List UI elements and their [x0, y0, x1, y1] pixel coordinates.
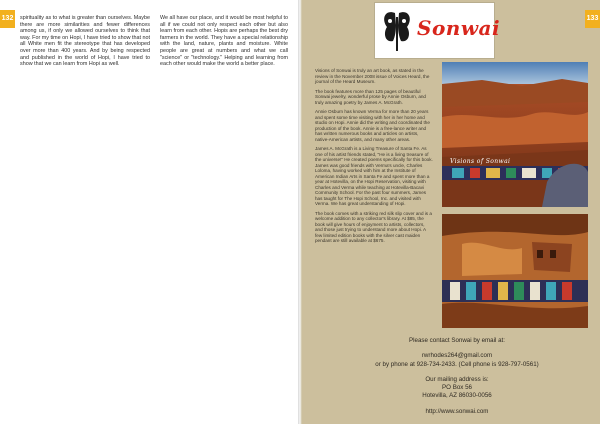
book-description — [315, 68, 433, 248]
mailing-address-heading: Our mailing address is: — [425, 376, 489, 383]
mailing-town: Hotevilla, AZ 86030-0056 — [422, 392, 492, 399]
paragraph: James A. McGrath is a Living Treasure of Santa Fe. As one of his artist friends stated, "He is a living treasure of the universe!" He created poems specifically for this book. James was good friends with Verma's uncle, Charles Loloma, having worked with him at the Institute of American Indian Arts in Santa Fe and spent more than a year at Hotevilla, on the Hopi Reservation, visiting with Charles and Verma while teaching at Hotevilla-Bacavi Community School. For the past four summers, James has taught for The Hopi School, Inc. and visited with Verma. We has great understanding of Hopi. — [315, 146, 433, 206]
photo-caption: Visions of Sonwai — [450, 158, 511, 165]
paragraph: Annie Osburn has known Verma for more than 20 years and spent some time visiting with her in her home and studio on Hopi. Annie did the writing and coordinated the production of the book. Annie is a free-lance writer and has written numerous books and articles on artists, native-American artists, and many other areas. — [315, 109, 430, 142]
butterfly-icon — [381, 7, 413, 55]
page-number-left: 132 — [0, 10, 15, 28]
canyon-photo — [442, 62, 588, 207]
logo-text: Sonwai — [417, 16, 501, 40]
sonwai-logo — [374, 2, 501, 59]
paragraph: The book comes with a striking red silk slip cover and is a welcome addition to any collector's library. At $85, the book will give hours of enjoyment to artists, collectors, and those just trying to understand more about Hopi. A few limited edition books with the silver cast maiden pendant are still available at $675. — [315, 210, 432, 243]
cliff-dwelling-photo — [442, 214, 588, 328]
contact-heading: Please contact Sonwai by email at: — [409, 337, 505, 344]
paragraph: Visions of Sonwai is truly an art book, as stated in the review in the November 2008 issue of Voices Heard, the journal of the Heard Museum. — [315, 68, 430, 84]
mailing-po-box: PO Box 56 — [442, 384, 472, 391]
left-column-1: spirituality as to what is greater than ourselves. Maybe there are more similarities and fewer differences among us, if only we allowed ourselves to think that way. For my time on Hopi, I have tried to show that not all White men fit the stereotype that has developed over more than 400 years. And by being respected and published in the world of Hopi, I have tried to show that we can learn from Hopi as well. — [20, 15, 150, 68]
contact-email[interactable]: rwrhodes264@gmail.com — [421, 352, 493, 359]
paragraph: The book features more than 125 pages of beautiful Sonwai jewelry, wonderful prose by Annie Osburn, and truly amazing poetry by James A. McGrath. — [315, 88, 426, 105]
page-gutter — [298, 0, 302, 424]
page-number-right: 133 — [585, 10, 600, 28]
contact-phone: or by phone at 928-734-2433. (Cell phone is 928-797-0561) — [375, 361, 539, 368]
left-column-2: We all have our place, and it would be most helpful to all if we could not only respect each other but also learn from each other. Hopis are perhaps the best dry farmers in the world. They have a special relationship with the land, nature, plants and moisture. White people are great at numbers and what we call "science" or "technology." Helping and learning from each other would make the world a better place. — [160, 15, 288, 68]
website-link[interactable]: http://www.sonwai.com — [425, 408, 489, 415]
